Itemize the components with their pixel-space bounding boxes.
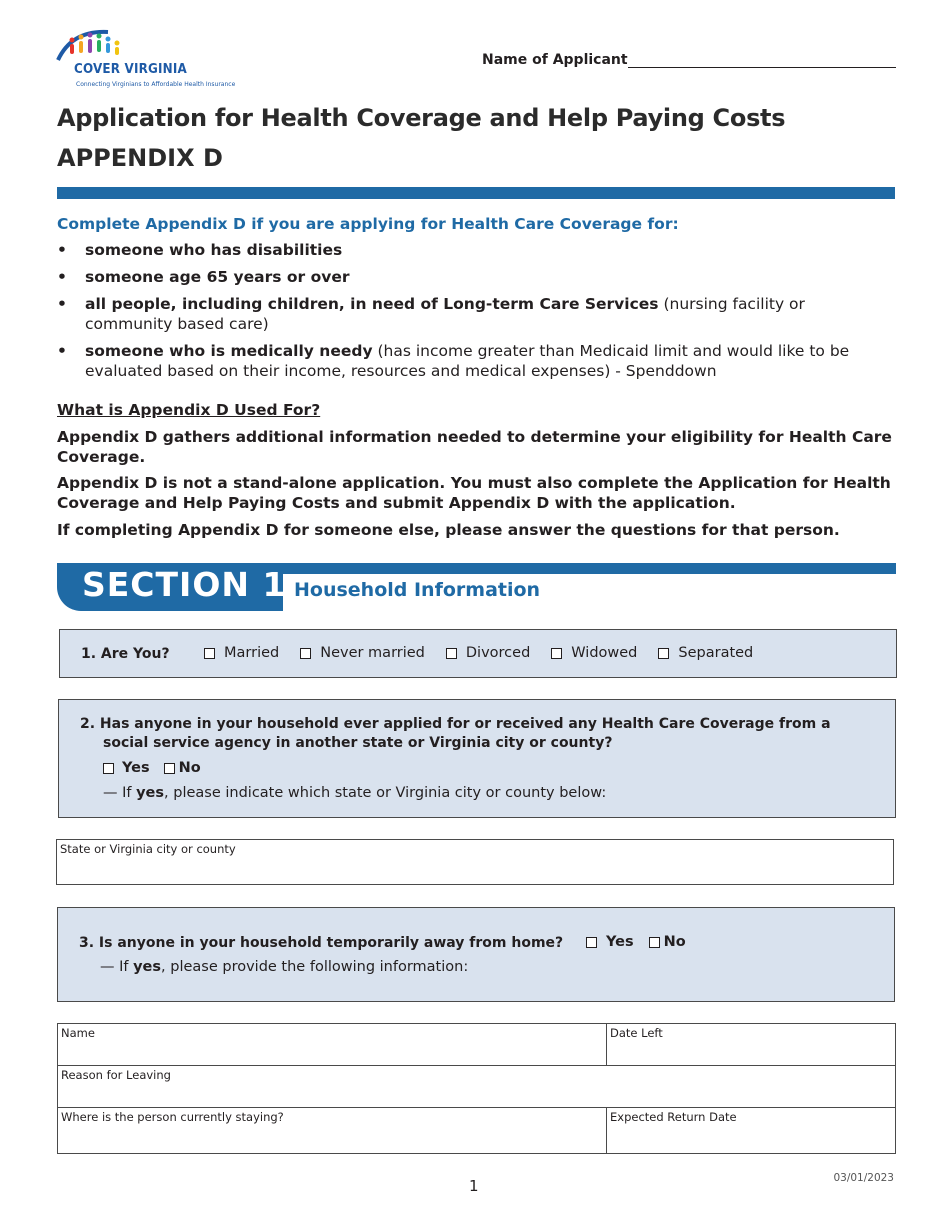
field-label: Reason for Leaving — [61, 1068, 171, 1082]
current-location-field[interactable] — [57, 1107, 607, 1154]
question-2-options — [103, 760, 201, 776]
reason-for-leaving-field[interactable] — [57, 1065, 896, 1108]
applicant-name-field[interactable] — [482, 52, 896, 68]
question-2-text: 2. Has anyone in your household ever applied for or received any Health Care Coverage from a — [80, 716, 831, 732]
separated-checkbox[interactable]: Separated — [658, 645, 753, 661]
title-divider — [57, 187, 895, 199]
purpose-heading: What is Appendix D Used For? — [57, 401, 321, 419]
q3-yes-checkbox[interactable]: Yes — [586, 934, 634, 950]
section-number: SECTION 1 — [57, 563, 283, 611]
page-number: 1 — [469, 1177, 479, 1195]
page-title: Application for Health Coverage and Help Paying Costs — [57, 104, 786, 132]
section-bar — [283, 563, 896, 574]
logo-name: COVER VIRGINIA — [74, 62, 187, 77]
expected-return-date-field[interactable] — [606, 1107, 896, 1154]
question-3-note: — If yes, please provide the following information: — [100, 959, 469, 975]
question-3-text: 3. Is anyone in your household temporarily away from home? — [79, 935, 564, 951]
never-married-checkbox[interactable]: Never married — [300, 645, 425, 661]
question-3-box — [57, 907, 895, 1002]
field-label: Expected Return Date — [610, 1110, 737, 1124]
list-item: • someone who is medically needy (has income greater than Medicaid limit and would like to be evaluated based on their income, resources and medical expenses) - Spenddown — [57, 342, 850, 380]
q2-no-checkbox[interactable]: No — [164, 760, 201, 776]
purpose-paragraph: Appendix D gathers additional information needed to determine your eligibility for Health Care Coverage. — [57, 428, 892, 466]
page-subtitle: APPENDIX D — [57, 144, 223, 172]
cover-virginia-logo — [52, 26, 252, 92]
married-checkbox[interactable]: Married — [204, 645, 279, 661]
purpose-paragraph: If completing Appendix D for someone else, please answer the questions for that person. — [57, 521, 840, 539]
eligibility-list — [57, 240, 897, 388]
question-2-note: — If yes, please indicate which state or Virginia city or county below: — [103, 785, 607, 801]
field-label: Name — [61, 1026, 95, 1040]
logo-tagline: Connecting Virginians to Affordable Health Insurance — [76, 81, 236, 88]
intro-text: Complete Appendix D if you are applying for Health Care Coverage for: — [57, 215, 679, 233]
people-arc-icon — [52, 26, 132, 66]
question-3-options — [586, 934, 686, 950]
field-label: State or Virginia city or county — [60, 842, 236, 856]
question-2-box — [58, 699, 896, 818]
list-item: • someone age 65 years or over — [57, 268, 350, 286]
purpose-paragraph: Appendix D is not a stand-alone application. You must also complete the Application for Health Coverage and Help Paying Costs and submit Appendix D with the application. — [57, 474, 891, 512]
date-left-field[interactable] — [606, 1023, 896, 1066]
applicant-name-label: Name of Applicant — [482, 52, 628, 68]
marital-status-options — [204, 645, 753, 661]
section-title: Household Information — [294, 579, 541, 601]
question-1-box — [59, 629, 897, 678]
widowed-checkbox[interactable]: Widowed — [551, 645, 637, 661]
away-name-field[interactable] — [57, 1023, 607, 1066]
revision-date: 03/01/2023 — [833, 1172, 894, 1184]
q3-no-checkbox[interactable]: No — [649, 934, 686, 950]
field-label: Date Left — [610, 1026, 663, 1040]
applicant-name-line[interactable] — [628, 53, 896, 68]
previous-agency-field[interactable] — [56, 839, 894, 885]
list-item: • someone who has disabilities — [57, 241, 343, 259]
field-label: Where is the person currently staying? — [61, 1110, 284, 1124]
question-2-text-cont: social service agency in another state or Virginia city or county? — [103, 735, 613, 751]
divorced-checkbox[interactable]: Divorced — [446, 645, 530, 661]
list-item: • all people, including children, in need of Long-term Care Services (nursing facility or community based care) — [57, 295, 805, 333]
q2-yes-checkbox[interactable]: Yes — [103, 760, 150, 776]
question-1-text: 1. Are You? — [81, 646, 170, 662]
